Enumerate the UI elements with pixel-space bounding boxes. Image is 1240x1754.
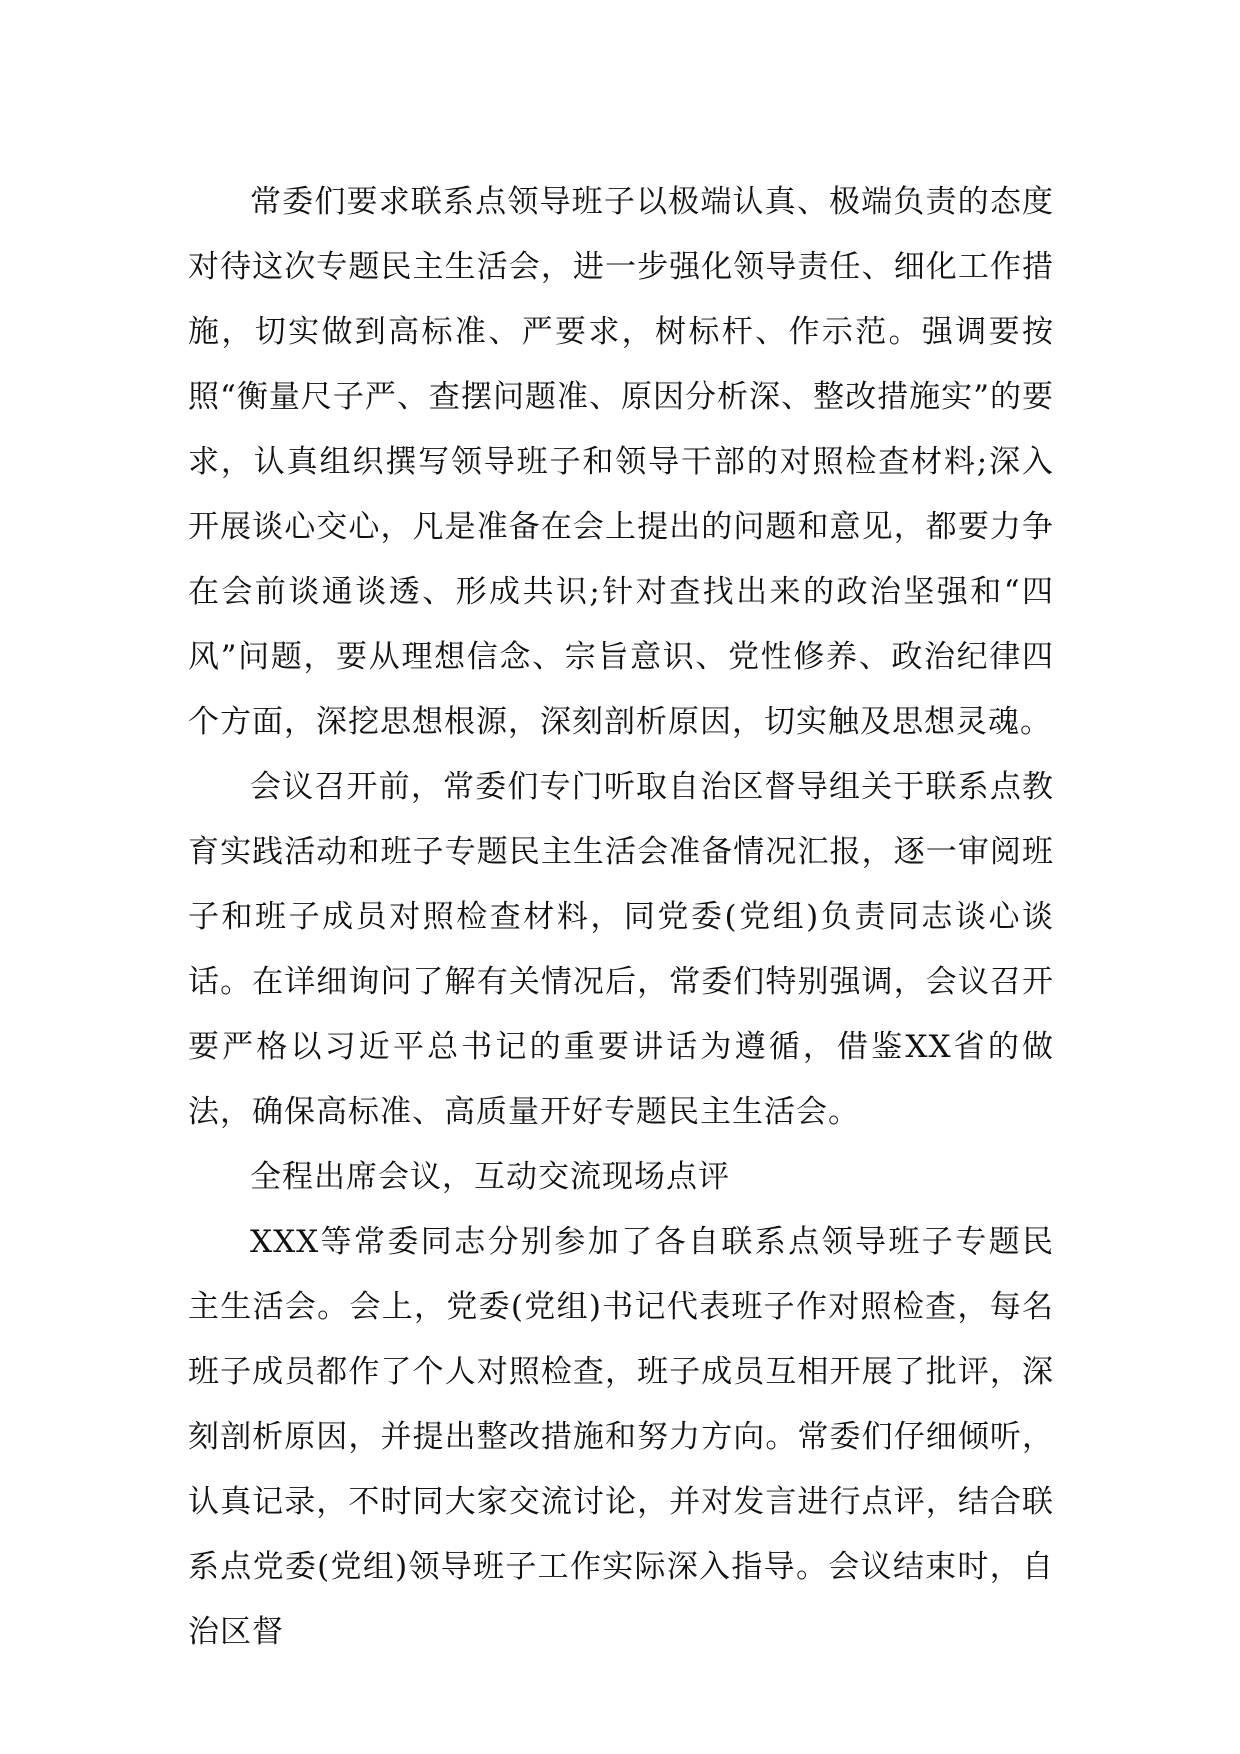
paragraph-meeting: XXX等常委同志分别参加了各自联系点领导班子专题民主生活会。会上，党委(党组)书记代表班子作对照检查，每名班子成员都作了个人对照检查，班子成员互相开展了批评，深刻剖析原因，并提出整改措施和努力方向。常委们仔细倾听，认真记录，不时同大家交流讨论，并对发言进行点评，结合联系点党委(党组)领导班子工作实际深入指导。会议结束时，自治区督 bbox=[188, 1224, 1054, 1650]
paragraph-requirements: 常委们要求联系点领导班子以极端认真、极端负责的态度对待这次专题民主生活会，进一步强化领导责任、细化工作措施，切实做到高标准、严要求，树标杆、作示范。强调要按照“衡量尺子严、查摆问题准、原因分析深、整改措施实”的要求，认真组织撰写领导班子和领导干部的对照检查材料;深入开展谈心交心，凡是准备在会上提出的问题和意见，都要力争在会前谈通谈透、形成共识;针对查找出来的政治坚强和“四风”问题，要从理想信念、宗旨意识、党性修养、政治纪律四个方面，深挖思想根源，深刻剖析原因，切实触及思想灵魂。 bbox=[188, 184, 1054, 740]
paragraph-pre-meeting: 会议召开前，常委们专门听取自治区督导组关于联系点教育实践活动和班子专题民主生活会准备情况汇报，逐一审阅班子和班子成员对照检查材料，同党委(党组)负责同志谈心谈话。在详细询问了解有关情况后，常委们特别强调，会议召开要严格以习近平总书记的重要讲话为遵循，借鉴XX省的做法，确保高标准、高质量开好专题民主生活会。 bbox=[188, 769, 1054, 1130]
section-heading: 全程出席会议，互动交流现场点评 bbox=[250, 1159, 730, 1195]
document-body bbox=[188, 170, 1054, 1665]
